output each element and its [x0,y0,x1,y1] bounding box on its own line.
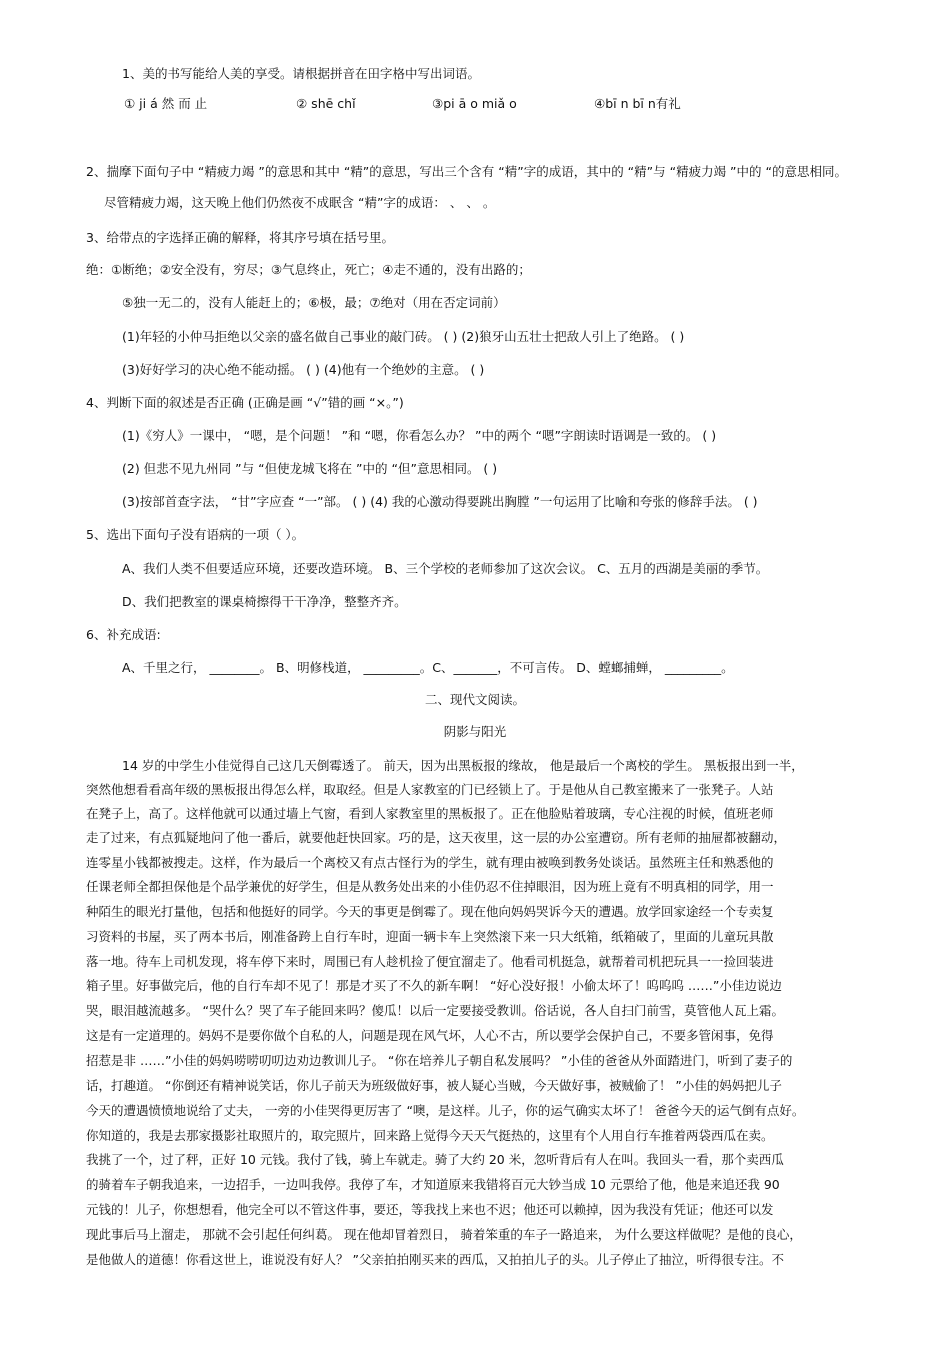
passage-title: 阴影与阳光 [443,724,507,739]
passage-line: 14 岁的中学生小佳觉得自己这几天倒霉透了。 前天，因为出黑板报的缘故， 他是最后一个离校的学生。 黑板报出到一半， [122,758,804,773]
passage-line: 习资料的书屋，买了两本书后，刚准备跨上自行车时，迎面一辆卡车上突然滚下来一只大纸箱，纸箱破了，里面的儿童玩具散 [86,929,774,944]
q3-sentences-1: (1)年轻的小仲马拒绝以父亲的盛名做自己事业的敲门砖。 ( ) (2)狼牙山五壮士把敌人引上了绝路。 ( ) [122,329,685,344]
q5-title: 5、选出下面句子没有语病的一项（ ）。 [86,527,305,542]
q1-item-1: ① ji á 然 而 止 [124,96,208,111]
q3-title: 3、给带点的字选择正确的解释，将其序号填在括号里。 [86,230,394,245]
q5-options-abc: A、我们人类不但要适应环境，还要改造环境。 B、三个学校的老师参加了这次会议。 C、五月的西湖是美丽的季节。 [122,561,769,576]
passage-line: 我挑了一个，过了秤，正好 10 元钱。我付了钱，骑上车就走。骑了大约 20 米，忽听背后有人在叫。我回头一看，那个卖西瓜 [86,1152,784,1167]
q6-idiom-items: A、千里之行， ________。 B、明修栈道， _________。C、_______，不可言传。 D、螳螂捕蝉， _________。 [122,660,734,675]
passage-line: 箱子里。好事做完后，他的自行车却不见了！那是才买了不久的新车啊！ “好心没好报！小偷太坏了！呜呜呜 ……”小佳边说边 [86,978,782,993]
passage-line: 突然他想看看高年级的黑板报出得怎么样，取取经。但是人家教室的门已经锁上了。于是他从自己教室搬来了一张凳子。人站 [86,782,774,797]
passage-line: 在凳子上，高了。这样他就可以通过墙上气窗，看到人家教室里的黑板报了。正在他脸贴着玻璃，专心注视的时候，值班老师 [86,806,774,821]
passage-line: 你知道的，我是去那家摄影社取照片的，取完照片，回来路上觉得今天天气挺热的，这里有个人用自行车推着两袋西瓜在卖。 [86,1128,774,1143]
q2-title: 2、揣摩下面句子中 “精疲力竭 ”的意思和其中 “精”的意思，写出三个含有 “精”字的成语，其中的 “精”与 “精疲力竭 ”中的 “的意思相同。 [86,164,847,179]
q1-title: 1、美的书写能给人美的享受。请根据拼音在田字格中写出词语。 [122,66,480,81]
passage-line: 的骑着车子朝我追来，一边招手，一边叫我停。我停了车，才知道原来我错将百元大钞当成 10 元票给了他，他是来追还我 90 [86,1177,780,1192]
q4-statement-3: (3)按部首查字法， “甘”字应查 “一”部。 ( ) (4) 我的心激动得要跳出胸膛 ”一句运用了比喻和夸张的修辞手法。 ( ) [122,494,758,509]
passage-line: 现此事后马上溜走， 那就不会引起任何纠葛。 现在他却冒着烈日， 骑着笨重的车子一路追来， 为什么要这样做呢？是他的良心， [86,1227,802,1242]
passage-line: 元钱的！儿子，你想想看，他完全可以不管这件事，要还，等我找上来也不迟；他还可以赖掉，因为我没有凭证；他还可以发 [86,1202,774,1217]
passage-line: 落一地。待车上司机发现，将车停下来时，周围已有人趁机捡了便宜溜走了。他看司机挺急，就帮着司机把玩具一一捡回装进 [86,954,774,969]
q3-definitions-2: ⑤独一无二的，没有人能赶上的；⑥极，最；⑦绝对（用在否定词前） [122,295,506,310]
passage-line: 连零星小钱都被搜走。这样，作为最后一个离校又有点古怪行为的学生，就有理由被唤到教务处谈话。虽然班主任和熟悉他的 [86,855,774,870]
q2-sentence: 尽管精疲力竭，这天晚上他们仍然夜不成眠含 “精”字的成语： 、 、 。 [104,195,496,210]
q1-item-2: ② shē chǐ [296,96,356,111]
passage-line: 今天的遭遇愤愤地说给了丈夫， 一旁的小佳哭得更厉害了 “噢，是这样。儿子，你的运气确实太坏了！ 爸爸今天的运气倒有点好。 [86,1103,805,1118]
q4-statement-2: (2) 但悲不见九州同 ”与 “但使龙城飞将在 ”中的 “但”意思相同。 ( ) [122,461,498,476]
passage-line: 招惹是非 ……”小佳的妈妈唠唠叨叨边劝边教训儿子。 “你在培养儿子朝自私发展吗？ ”小佳的爸爸从外面踏进门，听到了妻子的 [86,1053,793,1068]
q4-title: 4、判断下面的叙述是否正确 (正确是画 “√”错的画 “×。”) [86,395,404,410]
q3-definitions-1: 绝：①断绝；②安全没有，穷尽；③气息终止，死亡；④走不通的，没有出路的； [86,262,531,277]
passage-line: 种陌生的眼光打量他，包括和他挺好的同学。今天的事更是倒霉了。现在他向妈妈哭诉今天的遭遇。放学回家途经一个专卖复 [86,904,774,919]
q6-title: 6、补充成语: [86,627,161,642]
passage-line: 哭，眼泪越流越多。 “哭什么？哭了车子能回来吗？傻瓜！以后一定要接受教训。俗话说，各人自扫门前雪，莫管他人瓦上霜。 [86,1003,784,1018]
passage-line: 这是有一定道理的。妈妈不是要你做个自私的人，问题是现在风气坏，人心不古，所以要学会保护自己，不要多管闲事，免得 [86,1028,774,1043]
q4-statement-1: (1)《穷人》一课中， “嗯，是个问题！ ”和 “嗯，你看怎么办？ ”中的两个 “嗯”字朗读时语调是一致的。 ( ) [122,428,717,443]
passage-line: 是他做人的道德！你看这世上，谁说没有好人？ ”父亲拍拍刚买来的西瓜，又拍拍儿子的头。儿子停止了抽泣，听得很专注。不 [86,1252,784,1267]
q3-sentences-2: (3)好好学习的决心绝不能动摇。 ( ) (4)他有一个绝妙的主意。 ( ) [122,362,485,377]
passage-line: 走了过来，有点狐疑地问了他一番后，就要他赶快回家。巧的是，这天夜里，这一层的办公室遭窃。所有老师的抽屉都被翻动， [86,830,787,845]
q1-item-3: ③pi ā o miǎ o [432,96,517,111]
q5-option-d: D、我们把教室的课桌椅擦得干干净净，整整齐齐。 [122,594,407,609]
passage-line: 任课老师全都担保他是个品学兼优的好学生，但是从教务处出来的小佳仍忍不住掉眼泪，因为班上竟有不明真相的同学，用一 [86,879,774,894]
passage-line: 话，打趣道。 “你倒还有精神说笑话，你儿子前天为班级做好事，被人疑心当贼，今天做好事，被贼偷了！ ”小佳的妈妈把儿子 [86,1078,782,1093]
q1-item-4: ④bī n bī n有礼 [594,96,681,111]
section-heading: 二、现代文阅读。 [424,692,525,707]
